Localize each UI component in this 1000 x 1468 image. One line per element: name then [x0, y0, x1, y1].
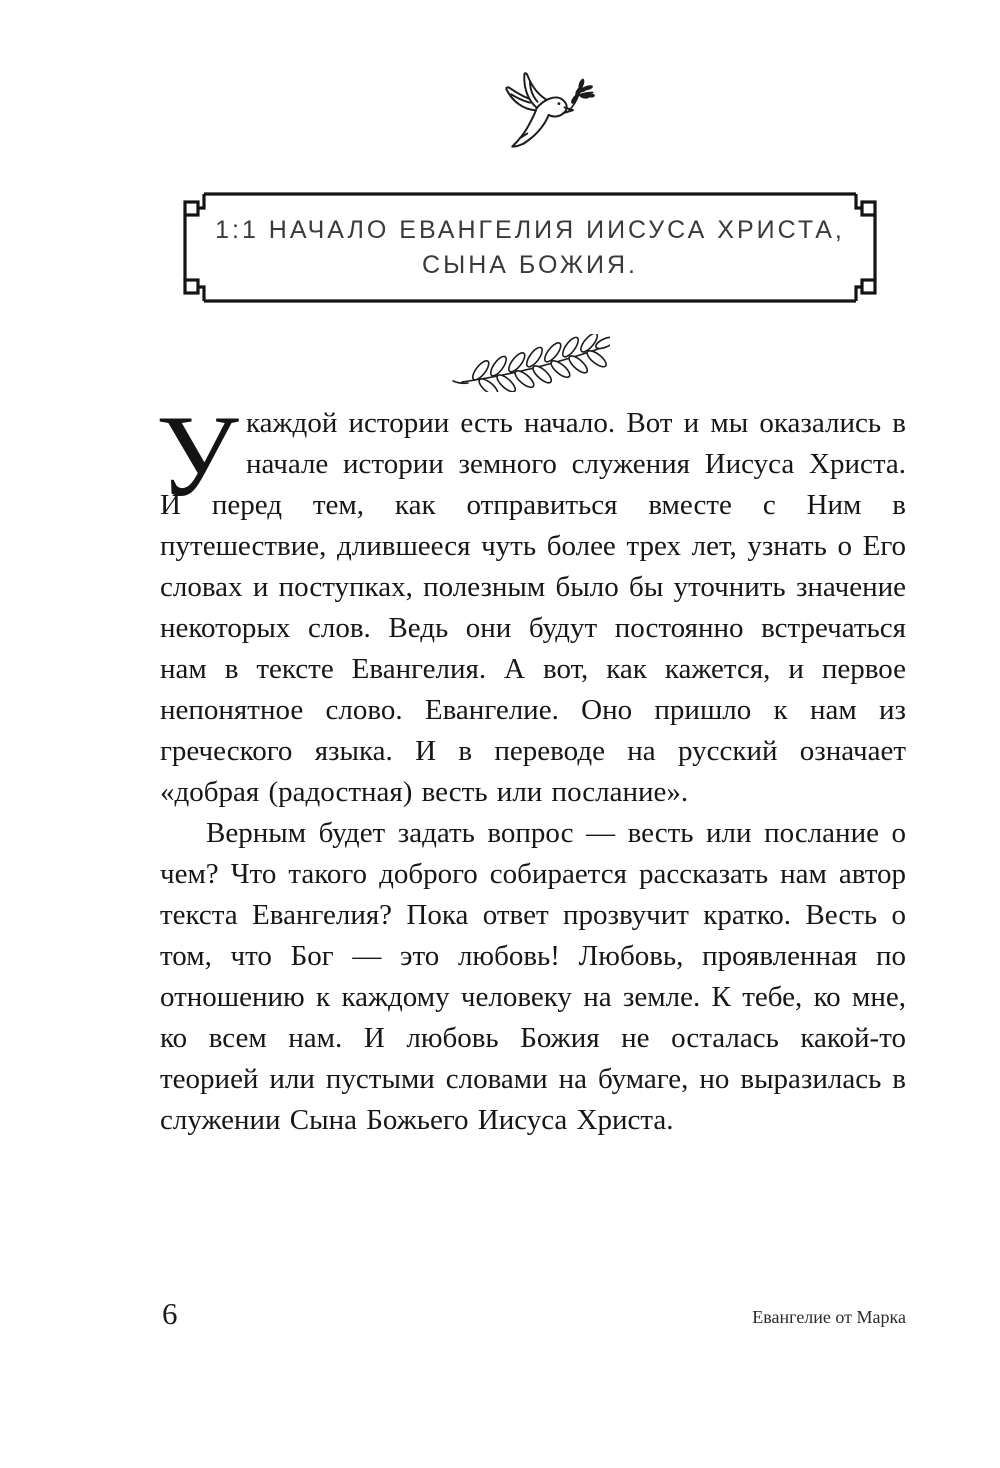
paragraph-1-text: каждой истории есть начало. Вот и мы оказались в начале истории земного служения Иисуса Христа. И перед тем, как отправиться вместе с Ним в путешествие, длившееся чуть более трех лет, узнать о Его словах и поступках, полезным было бы уточнить значение некоторых слов. Ведь они будут постоянно встречаться нам в тексте Евангелия. А вот, как кажется, и первое непонятное слово. Евангелие. Оно пришло к нам из греческого языка. И в переводе на русский означает «добрая (радостная) весть или послание».	[160, 407, 906, 808]
drop-cap: У	[156, 392, 239, 521]
body-text	[156, 392, 906, 1141]
laurel-branch-icon	[450, 334, 610, 392]
verse-title-line1: 1:1 НАЧАЛО ЕВАНГЕЛИЯ ИИСУСА ХРИСТА,	[215, 215, 845, 244]
running-title: Евангелие от Марка	[752, 1307, 906, 1327]
verse-title-frame	[167, 187, 893, 308]
verse-title-line2: СЫНА БОЖИЯ.	[422, 250, 638, 279]
paragraph	[156, 392, 906, 813]
paragraph	[160, 813, 906, 1141]
dove-olive-branch-icon	[492, 70, 596, 156]
page-footer	[162, 1296, 906, 1332]
paragraph-2-text: Верным будет задать вопрос — весть или послание о чем? Что такого доброго собирается рассказать нам автор текста Евангелия? Пока ответ прозвучит кратко. Весть о том, что Бог — это любовь! Любовь, проявленная по отношению к каждому человеку на земле. К тебе, ко мне, ко всем нам. И любовь Божия не осталась какой-то теорией или пустыми словами на бумаге, но выразилась в служении Сына Божьего Иисуса Христа.	[160, 817, 906, 1136]
page-number: 6	[162, 1296, 178, 1331]
